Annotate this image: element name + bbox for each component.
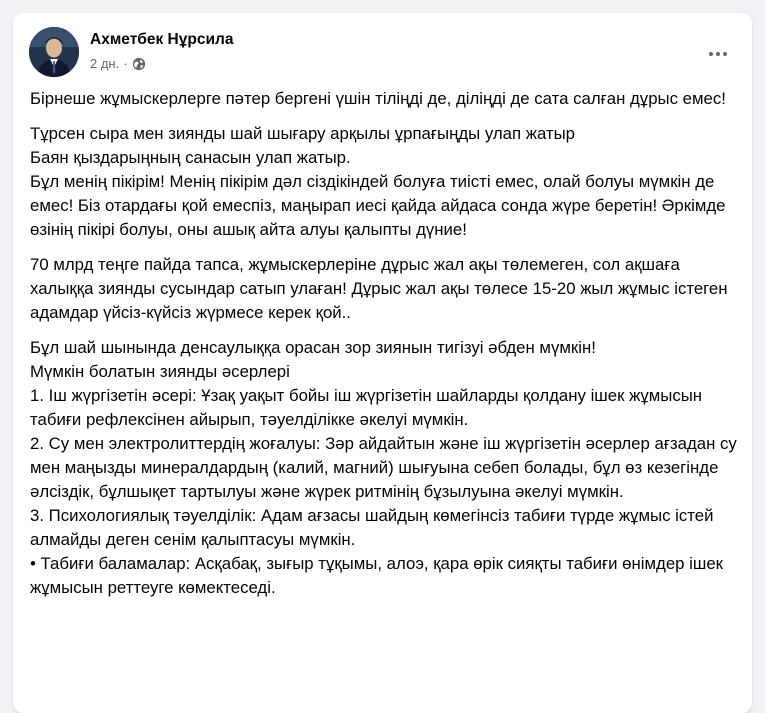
meta-separator: · xyxy=(123,56,128,71)
post-paragraph: Бұл шай шынында денсаулыққа орасан зор зиянын тигізуі әбден мүмкін! Мүмкін болатын зиянды әсерлері 1. Іш жүргізетін әсері: Ұзақ уақыт бойы іш жүргізетін шайларды қолдану ішек жұмысын табиғи рефлексінен айырып, тәуелділікке әкелуі мүмкін. 2. Су мен электролиттердің жоғалуы: Зәр айдайтын және іш жүргізетін әсерлер ағзадан су мен маңызды минералдардың (калий, магний) шығуына себеп болады, бұл өз кезегінде әлсіздік, бұлшықет тартылуы және жүрек ритмінің бұзылуына әкелуі мүмкін. 3. Психологиялық тәуелділік: Адам ағзасы шайдың көмегінсіз табиғи түрде жұмыс істей алмайды деген сенім қалыптасуы мүмкін. • Табиғи баламалар: Асқабақ, зығыр тұқымы, алоэ, қара өрік сияқты табиғи өнімдер ішек жұмысын реттеуге көмектеседі. xyxy=(30,338,737,597)
post-body xyxy=(30,87,742,611)
more-options-icon[interactable] xyxy=(700,36,736,72)
author-avatar[interactable] xyxy=(29,27,79,77)
post-header xyxy=(29,27,736,79)
post-meta xyxy=(90,56,146,71)
post-time[interactable]: 2 дн. xyxy=(90,56,120,71)
post-card xyxy=(13,13,752,713)
post-paragraph: 70 млрд теңге пайда тапса, жұмыскерлеріне дұрыс жал ақы төлемеген, сол ақшаға халыққа зиянды сусындар сатып улаған! Дұрыс жал ақы төлесе 15-20 жыл жұмыс істеген адамдар үйсіз-күйсіз жүрмесе керек қой.. xyxy=(30,255,728,322)
post-paragraph: Бірнеше жұмыскерлерге пәтер бергені үшін тіліңді де, діліңді де сата салған дұрыс емес! xyxy=(30,89,726,108)
author-name[interactable]: Ахметбек Нұрсила xyxy=(90,31,234,48)
globe-icon[interactable] xyxy=(132,57,146,71)
post-paragraph: Тұрсен сыра мен зиянды шай шығару арқылы ұрпағыңды улап жатыр Баян қыздарыңның санасын улап жатыр. Бұл менің пікірім! Менің пікірім дәл сіздікіндей болуға тиісті емес, олай болуы мүмкін де емес! Біз отардағы қой емеспіз, маңырап иесі қайда айдаса сонда жүре беретін! Әркімде өзінің пікірі болуы, оны ашық айта алуы қалыпты дүние! xyxy=(30,124,726,239)
